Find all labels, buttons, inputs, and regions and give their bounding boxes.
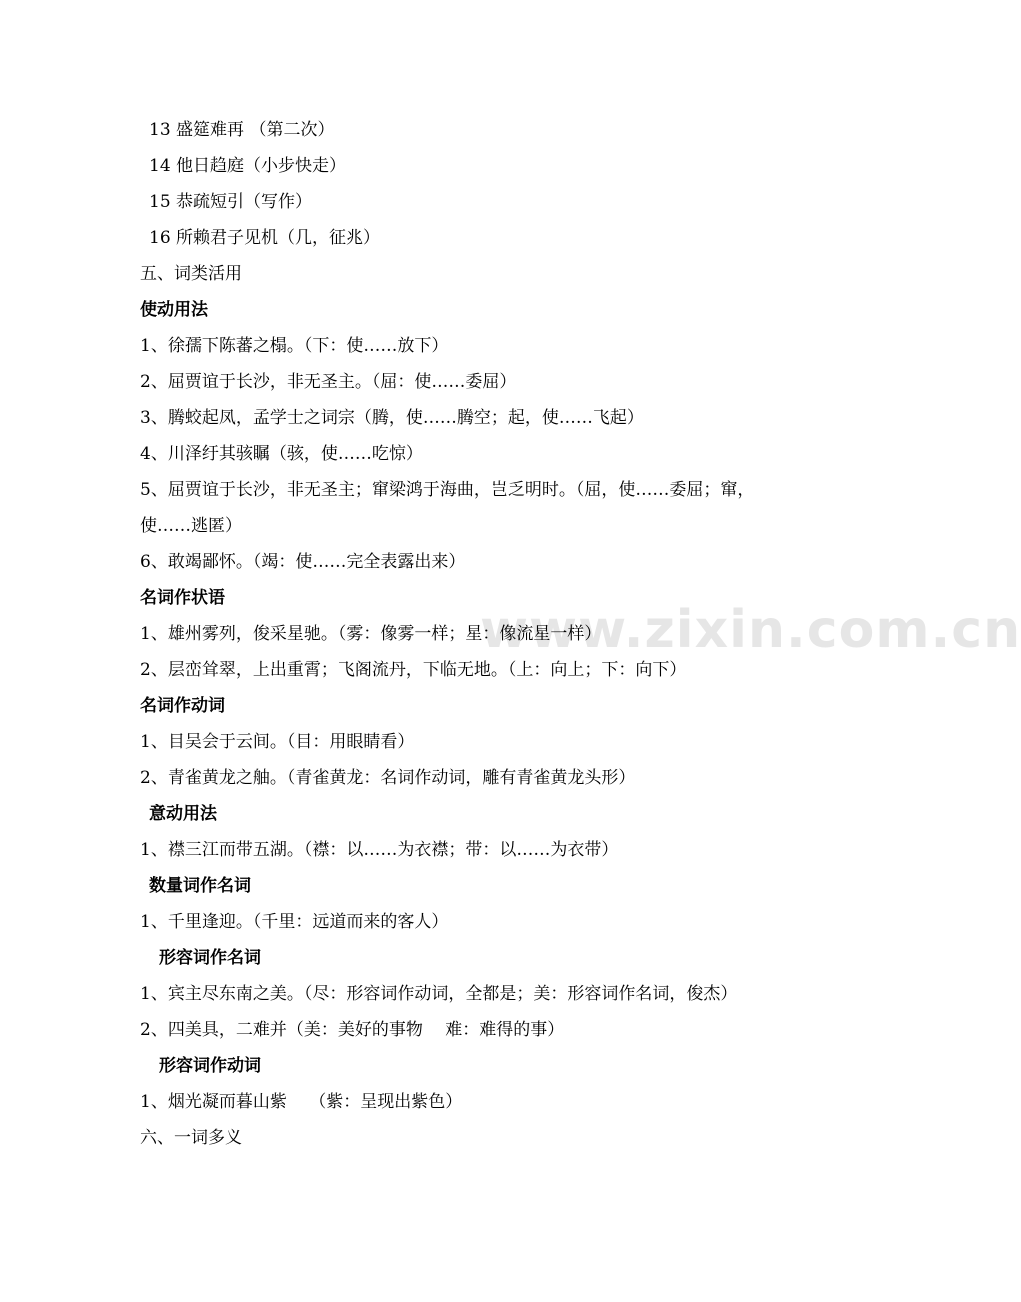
watermark: www.zixin.com.cn	[480, 600, 1021, 660]
heading-adj-verb: 形容词作动词	[159, 1056, 261, 1076]
heading-noun-adverbial: 名词作状语	[140, 588, 225, 608]
causative-item: 5、屈贾谊于长沙，非无圣主；窜梁鸿于海曲，岂乏明时。（屈，使……委屈；窜，	[140, 480, 755, 500]
adj-verb-item: 1、烟光凝而暮山紫 （紫：呈现出紫色）	[140, 1092, 463, 1112]
adj-noun-item: 1、宾主尽东南之美。（尽：形容词作动词，全都是；美：形容词作名词，俊杰）	[140, 984, 738, 1004]
idiom-line: 16 所赖君子见机（几，征兆）	[149, 228, 381, 248]
heading-causative: 使动用法	[140, 300, 208, 320]
noun-adverbial-item: 1、雄州雾列，俊采星驰。（雾：像雾一样；星：像流星一样）	[140, 624, 602, 644]
noun-adverbial-item: 2、层峦耸翠，上出重霄；飞阁流丹，下临无地。（上：向上；下：向下）	[140, 660, 687, 680]
heading-numeral-noun: 数量词作名词	[149, 876, 251, 896]
causative-item: 2、屈贾谊于长沙，非无圣主。（屈：使……委屈）	[140, 372, 517, 392]
causative-item: 3、腾蛟起凤，孟学士之词宗（腾，使……腾空；起，使……飞起）	[140, 408, 644, 428]
heading-putative: 意动用法	[149, 804, 217, 824]
putative-item: 1、襟三江而带五湖。（襟：以……为衣襟；带：以……为衣带）	[140, 840, 619, 860]
causative-item-continuation: 使……逃匿）	[140, 516, 242, 536]
idiom-line: 14 他日趋庭（小步快走）	[149, 156, 347, 176]
section-title-5: 五、词类活用	[140, 264, 242, 284]
idiom-line: 13 盛筵难再 （第二次）	[149, 120, 335, 140]
heading-adj-noun: 形容词作名词	[159, 948, 261, 968]
adj-noun-item: 2、四美具，二难并（美：美好的事物 难：难得的事）	[140, 1020, 565, 1040]
idiom-line: 15 恭疏短引（写作）	[149, 192, 313, 212]
section-title-6: 六、一词多义	[140, 1128, 242, 1148]
heading-noun-verb: 名词作动词	[140, 696, 225, 716]
causative-item: 6、敢竭鄙怀。（竭：使……完全表露出来）	[140, 552, 466, 572]
numeral-noun-item: 1、千里逢迎。（千里：远道而来的客人）	[140, 912, 449, 932]
causative-item: 1、徐孺下陈蕃之榻。（下：使……放下）	[140, 336, 449, 356]
causative-item: 4、川泽纡其骇瞩（骇，使……吃惊）	[140, 444, 423, 464]
noun-verb-item: 1、目吴会于云间。（目：用眼睛看）	[140, 732, 415, 752]
noun-verb-item: 2、青雀黄龙之舳。（青雀黄龙：名词作动词，雕有青雀黄龙头形）	[140, 768, 636, 788]
